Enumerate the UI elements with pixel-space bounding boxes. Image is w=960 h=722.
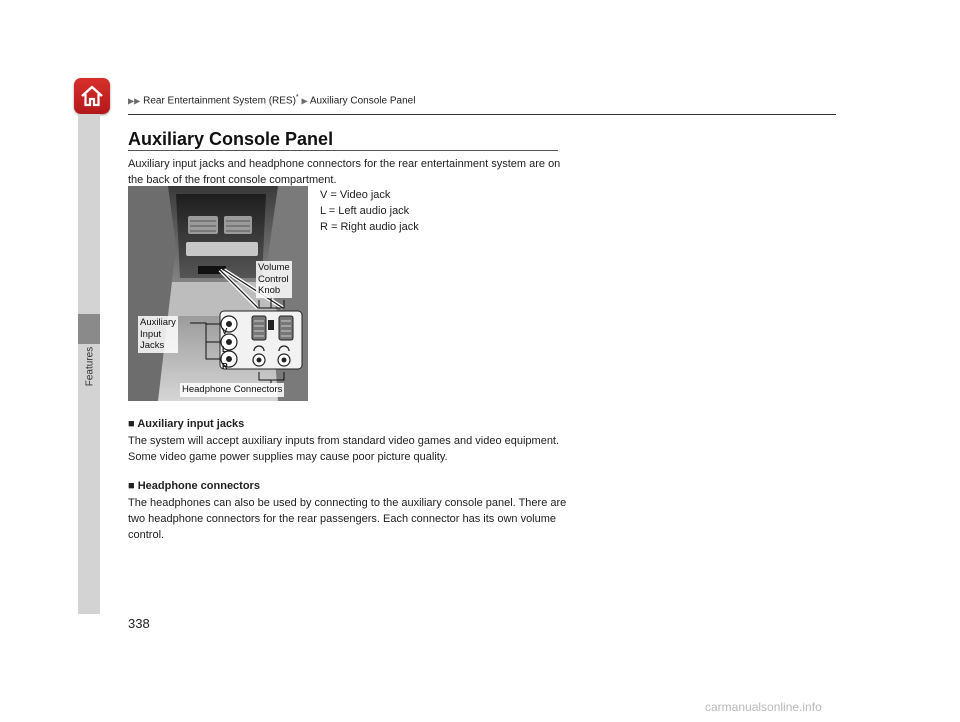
- breadcrumb-asterisk: *: [295, 94, 299, 101]
- watermark: carmanualsonline.info: [705, 700, 822, 714]
- breadcrumb-item-res[interactable]: Rear Entertainment System (RES): [143, 95, 296, 107]
- auxiliary-input-jacks-label: Auxiliary Input Jacks: [140, 317, 176, 351]
- title-rule: [128, 150, 558, 151]
- legend-item: R = Right audio jack: [320, 221, 419, 233]
- legend-item: L = Left audio jack: [320, 205, 410, 217]
- page-number: 338: [128, 616, 150, 631]
- side-tab-active-marker[interactable]: [78, 314, 100, 344]
- jack-legend: [320, 187, 419, 235]
- breadcrumb-arrow-icon: ▶: [301, 96, 308, 106]
- page-title: Auxiliary Console Panel: [128, 129, 334, 149]
- side-tab-label: Features: [84, 346, 96, 387]
- jack-letter-l: L: [222, 345, 227, 354]
- section-body-aux-jacks: The system will accept auxiliary inputs from standard video games and video equipment. Some video game power supplies may cause poor picture quality.: [128, 435, 560, 463]
- intro-text: Auxiliary input jacks and headphone connectors for the rear entertainment system are on the back of the front console compartment.: [128, 158, 561, 186]
- breadcrumb: [128, 94, 415, 106]
- breadcrumb-arrow-icon: ▶▶: [128, 96, 141, 106]
- home-button[interactable]: [74, 78, 110, 114]
- volume-control-knob-label: Volume Control Knob: [258, 262, 290, 296]
- headphone-connectors-label: Headphone Connectors: [182, 384, 283, 395]
- section-heading-headphones: ■ Headphone connectors: [128, 480, 260, 492]
- breadcrumb-item-current: Auxiliary Console Panel: [309, 95, 416, 107]
- section-body-headphones: The headphones can also be used by connecting to the auxiliary console panel. There are two headphone connectors for the rear passengers. Each connector has its own volume control.: [128, 497, 567, 541]
- home-icon: [79, 83, 105, 109]
- jack-letter-v: V: [222, 327, 228, 336]
- header-rule: [128, 114, 836, 115]
- console-panel-figure: [128, 186, 308, 401]
- section-heading-aux-jacks: ■ Auxiliary input jacks: [128, 418, 245, 430]
- jack-letter-r: R: [222, 362, 228, 371]
- legend-item: V = Video jack: [320, 189, 391, 201]
